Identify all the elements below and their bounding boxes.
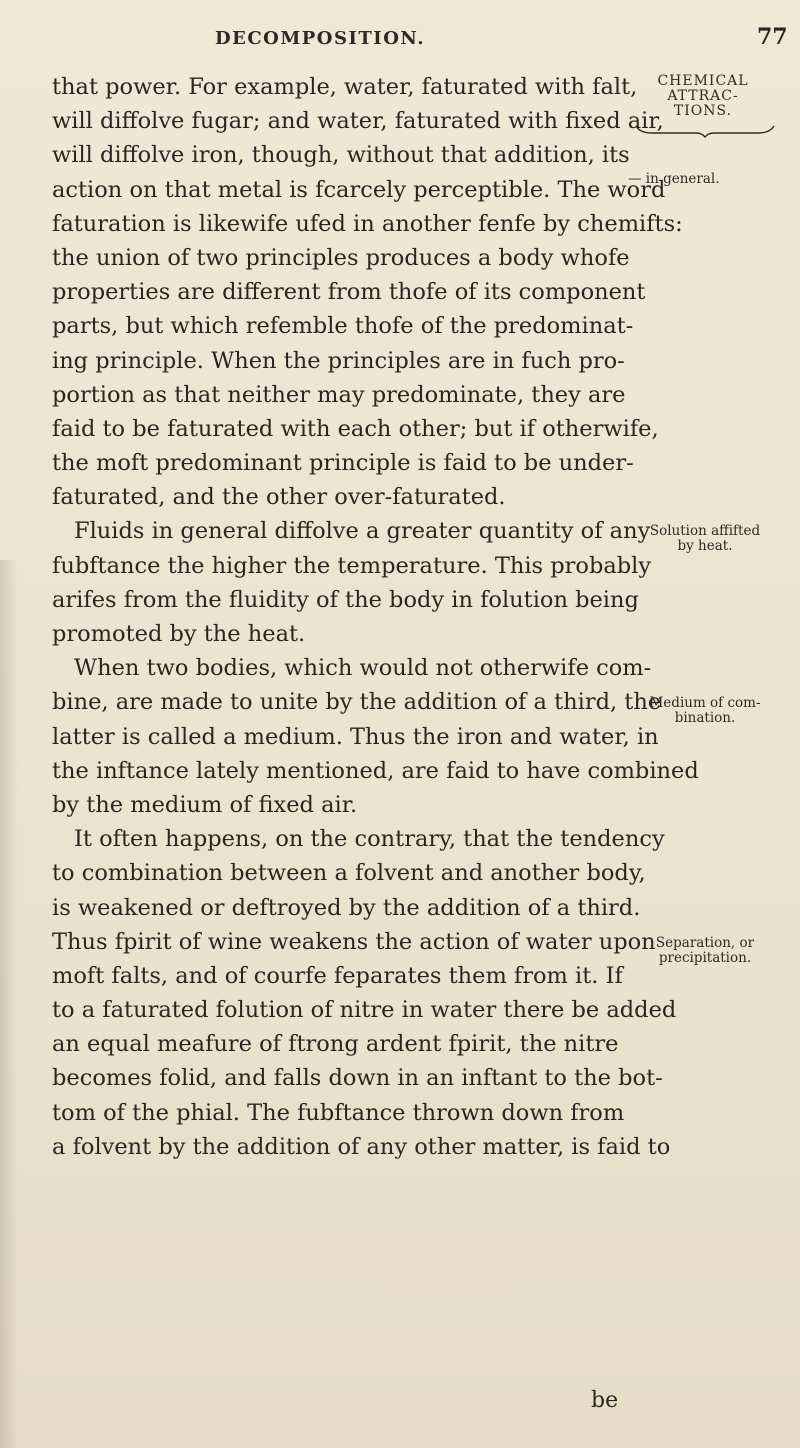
margin-note-medium: Medium of com- bination. <box>649 695 761 726</box>
text-line: Fluids in general diffolve a greater quantity of any <box>74 518 651 545</box>
text-line: properties are different from thofe of its component <box>52 279 646 306</box>
text-line: portion as that neither may predominate, they are <box>52 381 626 408</box>
text-line: that power. For example, water, faturated with falt, <box>52 74 638 100</box>
text-line: the inftance lately mentioned, are faid to have combined <box>52 757 699 784</box>
margin-note-separation: Separation, or precipitation. <box>655 935 755 966</box>
text-line: When two bodies, which would not otherwife com- <box>74 655 652 682</box>
text-line: fubftance the higher the temperature. This probably <box>52 552 652 579</box>
text-line: will diffolve iron, though, without that addition, its <box>52 142 630 169</box>
text-line: faturation is likewife ufed in another fenfe by chemifts: <box>52 210 683 237</box>
text-line: Thus fpirit of wine weakens the action of water upon <box>52 928 656 955</box>
margin-note-chemical-attractions: CHEMICAL ATTRAC- TIONS. <box>657 73 749 119</box>
text-line: a folvent by the addition of any other matter, is faid to <box>52 1133 671 1160</box>
text-line: arifes from the fluidity of the body in folution being <box>52 586 639 613</box>
text-line: an equal meafure of ftrong ardent fpirit, the nitre <box>52 1031 619 1058</box>
text-line: promoted by the heat. <box>52 621 306 647</box>
text-line: faturated, and the other over-faturated. <box>52 484 506 511</box>
margin-note-solution: Solution affifted by heat. <box>649 523 761 554</box>
text-line: to combination between a folvent and another body, <box>52 860 646 887</box>
text-line: the union of two principles produces a body whofe <box>52 244 630 271</box>
text-line: action on that metal is fcarcely perceptible. The word <box>52 176 666 203</box>
text-line: faid to be faturated with each other; but if otherwife, <box>52 415 659 442</box>
gutter-shadow <box>0 560 18 1448</box>
text-line: ing principle. When the principles are in fuch pro- <box>52 347 625 374</box>
body-text <box>52 70 699 1164</box>
text-line: moft falts, and of courfe feparates them from it. If <box>52 962 623 989</box>
text-line: tom of the phial. The fubftance thrown down from <box>52 1099 625 1126</box>
text-line: bine, are made to unite by the addition of a third, the <box>52 689 662 716</box>
margin-note-in-general: — in general. <box>628 171 720 187</box>
text-line: latter is called a medium. Thus the iron and water, in <box>52 723 659 750</box>
text-line: by the medium of fixed air. <box>52 791 358 818</box>
text-line: to a faturated folution of nitre in water there be added <box>52 997 677 1024</box>
running-title: DECOMPOSITION. <box>215 28 425 49</box>
brace-mark <box>634 124 776 138</box>
text-line: the moft predominant principle is faid to be under- <box>52 450 634 477</box>
text-line: becomes folid, and falls down in an inftant to the bot- <box>52 1065 663 1092</box>
text-line: parts, but which refemble thofe of the predominat- <box>52 313 634 340</box>
text-line: will diffolve fugar; and water, faturated with fixed air, <box>52 108 664 135</box>
page-number: 77 <box>757 24 788 50</box>
text-line: is weakened or deftroyed by the addition of a third. <box>52 894 641 921</box>
catchword: be <box>591 1388 619 1413</box>
text-line: It often happens, on the contrary, that the tendency <box>74 826 665 853</box>
